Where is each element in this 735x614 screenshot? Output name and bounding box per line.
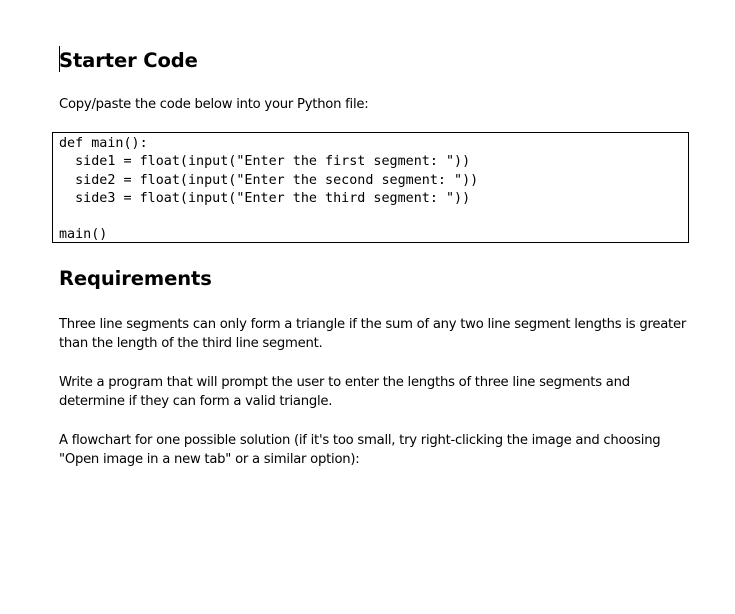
code-line: main(): [59, 227, 108, 242]
code-line: side3 = float(input("Enter the third segment: ")): [59, 191, 471, 206]
requirements-heading: Requirements: [59, 267, 212, 290]
code-line: def main():: [59, 136, 148, 151]
flowchart-note-paragraph: A flowchart for one possible solution (if it's too small, try right-clicking the image and choosing "Open image in a new tab" or a similar option):: [59, 433, 661, 467]
requirements-paragraph: Write a program that will prompt the user to enter the lengths of three line segments and determine if they can form a valid triangle.: [59, 375, 630, 409]
code-line: side1 = float(input("Enter the first segment: ")): [59, 154, 471, 169]
starter-code-intro: Copy/paste the code below into your Python file:: [59, 97, 369, 112]
starter-code-heading: Starter Code: [59, 49, 198, 72]
code-block[interactable]: [52, 132, 689, 243]
requirements-paragraph: Three line segments can only form a triangle if the sum of any two line segment lengths is greater than the length of the third line segment.: [59, 317, 686, 351]
code-line: side2 = float(input("Enter the second segment: ")): [59, 173, 479, 188]
